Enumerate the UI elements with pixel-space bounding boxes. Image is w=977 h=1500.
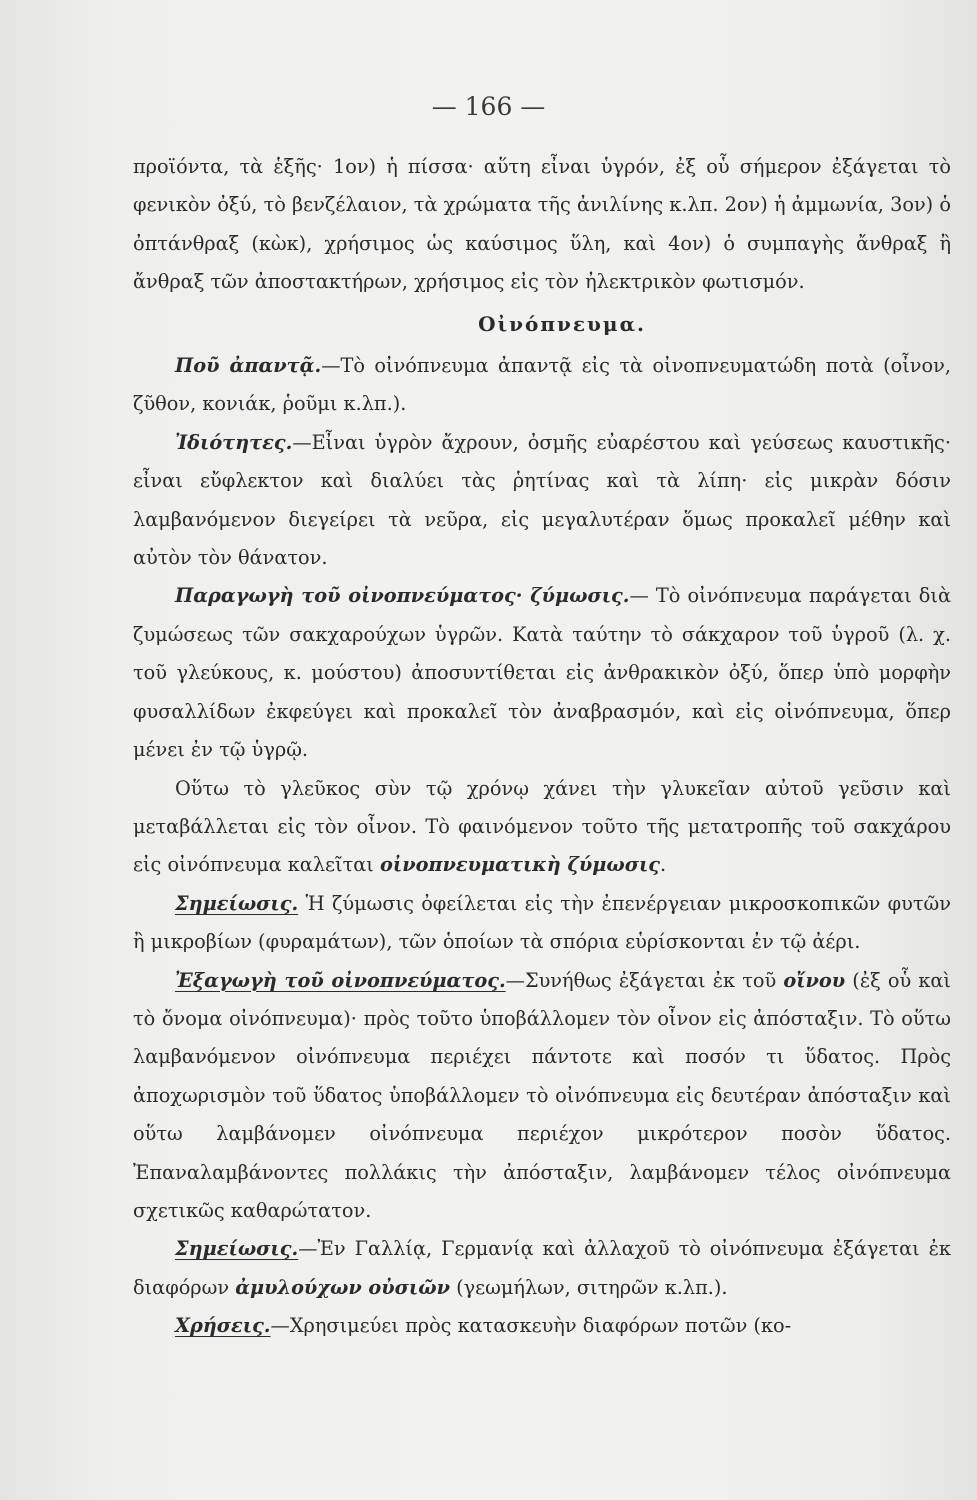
page-body bbox=[133, 148, 951, 1346]
em-alcoholic-fermentation: οἰνοπνευματικὴ ζύμωσις bbox=[380, 853, 661, 877]
text-note-2-2: (γεωμήλων, σιτηρῶν κ.λπ.). bbox=[449, 1275, 728, 1299]
paragraph-production bbox=[133, 577, 951, 769]
text-uses: —Χρησιμεύει πρὸς κατασκευὴν διαφόρων ποτῶν (κο- bbox=[270, 1314, 792, 1338]
term-uses: Χρήσεις. bbox=[175, 1314, 271, 1338]
page-number: — 166 — bbox=[431, 92, 546, 121]
text-note-2-1: —Ἐν Γαλλίᾳ, Γερμανίᾳ καὶ ἀλλαχοῦ τὸ οἰνόπνευμα ἐξάγεται ἐκ διαφόρων bbox=[133, 1237, 951, 1299]
term-note-2: Σημείωσις. bbox=[175, 1237, 299, 1261]
paragraph-uses bbox=[133, 1307, 951, 1345]
em-starchy-substances: ἀμυλούχων οὐσιῶν bbox=[235, 1275, 450, 1299]
text-note-1: Ἡ ζύμωσις ὀφείλεται εἰς τὴν ἐπενέργειαν μικροσκοπικῶν φυτῶν ἢ μικροβίων (φυραμάτων), τῶν ὁποίων τὰ σπόρια εὑρίσκονται ἐν τῷ ἀέρι. bbox=[133, 891, 951, 954]
term-where: Ποῦ ἀπαντᾷ. bbox=[175, 354, 322, 378]
text-extraction-1: —Συνήθως ἐξάγεται ἐκ τοῦ bbox=[505, 968, 784, 992]
paragraph-must bbox=[133, 770, 951, 885]
em-wine: οἴνου bbox=[783, 968, 846, 992]
paragraph-extraction bbox=[133, 962, 951, 1231]
text-must-end: . bbox=[660, 853, 667, 877]
section-title: Οἰνόπνευμα. bbox=[478, 311, 646, 336]
text-extraction-2: (ἐξ οὗ καὶ τὸ ὄνομα οἰνόπνευμα)· πρὸς τοῦτο ὑποβάλλομεν τὸν οἶνον εἰς ἀπόσταξιν. Τὸ οὕτω λαμβανόμενον οἰνόπνευμα περιέχει πάντοτε καὶ ποσόν τι ὕδατος. Πρὸς ἀποχωρισμὸν τοῦ ὕδατος ὑποβάλλομεν τὸ οἰνόπνευμα εἰς δευτέραν ἀπόσταξιν καὶ οὕτω λαμβάνομεν οἰνόπνευμα περιέχον μικρότερον ποσὸν ὕδατος. Ἐπαναλαμβάνοντες πολλάκις τὴν ἀπόσταξιν, λαμβάνομεν τέλος οἰνόπνευμα σχετικῶς καθαρώτατον. bbox=[133, 968, 951, 1222]
term-note-1: Σημείωσις. bbox=[175, 891, 299, 915]
text-where: —Τὸ οἰνόπνευμα ἀπαντᾷ εἰς τὰ οἰνοπνευματώδη ποτὰ (οἶνον, ζῦθον, κονιάκ, ῥοῦμι κ.λπ.). bbox=[133, 354, 951, 416]
text-production: — Τὸ οἰνόπνευμα παράγεται διὰ ζυμώσεως τῶν σακχαρούχων ὑγρῶν. Κατὰ ταύτην τὸ σάκχαρον τοῦ ὑγροῦ (λ. χ. τοῦ γλεύκους, κ. μούστου) ἀποσυντίθεται εἰς ἀνθρακικὸν ὀξύ, ὅπερ ὑπὸ μορφὴν φυσαλλίδων ἐκφεύγει καὶ προκαλεῖ τὸν ἀναβρασμόν, καὶ εἰς οἰνόπνευμα, ὅπερ μένει ἐν τῷ ὑγρῷ. bbox=[133, 584, 951, 762]
paragraph-note-1 bbox=[133, 885, 951, 962]
paragraph-note-2 bbox=[133, 1230, 951, 1307]
text-properties: —Εἶναι ὑγρὸν ἄχρουν, ὀσμῆς εὐαρέστου καὶ γεύσεως καυστικῆς· εἶναι εὔφλεκτον καὶ διαλύει τὰς ῥητίνας καὶ τὰ λίπη· εἰς μικρὰν δόσιν λαμβανόμενον διεγείρει τὰ νεῦρα, εἰς μεγαλυτέραν ὅμως προκαλεῖ μέθην καὶ αὐτὸν τὸν θάνατον. bbox=[133, 430, 951, 570]
term-properties: Ἰδιότητες. bbox=[175, 430, 293, 454]
paragraph-where bbox=[133, 347, 951, 424]
paragraph-properties bbox=[133, 424, 951, 578]
text-must: Οὕτω τὸ γλεῦκος σὺν τῷ χρόνῳ χάνει τὴν γλυκεῖαν αὐτοῦ γεῦσιν καὶ μεταβάλλεται εἰς τὸν οἶνον. Τὸ φαινόμενον τοῦτο τῆς μετατροπῆς τοῦ σακχάρου εἰς οἰνόπνευμα καλεῖται bbox=[133, 776, 951, 877]
term-extraction: Ἐξαγωγὴ τοῦ οἰνοπνεύματος. bbox=[175, 968, 506, 992]
term-production: Παραγωγὴ τοῦ οἰνοπνεύματος· ζύμωσις. bbox=[175, 584, 630, 608]
intro-paragraph: προϊόντα, τὰ ἑξῆς· 1ον) ἡ πίσσα· αὕτη εἶναι ὑγρόν, ἐξ οὗ σήμερον ἐξάγεται τὸ φενικὸν ὀξύ, τὸ βενζέλαιον, τὰ χρώματα τῆς ἀνιλίνης κ.λπ. 2ον) ἡ ἀμμωνία, 3ον) ὁ ὀπτάνθραξ (κὼκ), χρήσιμος ὡς καύσιμος ὕλη, καὶ 4ον) ὁ συμπαγὴς ἄνθραξ ἢ ἄνθραξ τῶν ἀποστακτήρων, χρήσιμος εἰς τὸν ἠλεκτρικὸν φωτισμόν. bbox=[133, 155, 951, 294]
